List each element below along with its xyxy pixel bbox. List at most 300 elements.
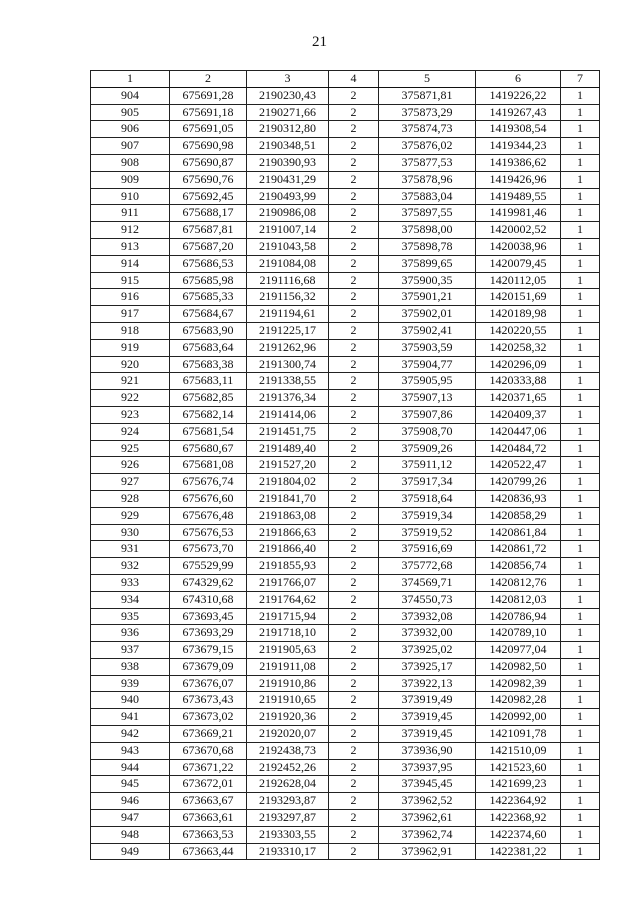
table-cell: 1 xyxy=(561,524,600,541)
column-header: 1 xyxy=(91,71,170,88)
table-cell: 906 xyxy=(91,121,170,138)
table-cell: 922 xyxy=(91,390,170,407)
table-cell: 940 xyxy=(91,692,170,709)
table-cell: 2 xyxy=(329,675,379,692)
table-cell: 2191905,63 xyxy=(247,642,329,659)
table-cell: 1 xyxy=(561,356,600,373)
table-cell: 1420522,47 xyxy=(476,457,561,474)
table-cell: 1419344,23 xyxy=(476,138,561,155)
table-cell: 1419226,22 xyxy=(476,87,561,104)
table-cell: 1 xyxy=(561,810,600,827)
table-row xyxy=(91,104,600,121)
table-row xyxy=(91,759,600,776)
table-cell: 1420812,03 xyxy=(476,591,561,608)
table-cell: 939 xyxy=(91,675,170,692)
table-cell: 933 xyxy=(91,574,170,591)
table-cell: 675682,85 xyxy=(170,390,247,407)
table-cell: 2190312,80 xyxy=(247,121,329,138)
table-cell: 673669,21 xyxy=(170,726,247,743)
table-cell: 2 xyxy=(329,709,379,726)
table-row xyxy=(91,188,600,205)
table-row xyxy=(91,675,600,692)
table-cell: 373962,61 xyxy=(379,810,476,827)
table-cell: 1420371,65 xyxy=(476,390,561,407)
table-cell: 675691,28 xyxy=(170,87,247,104)
table-cell: 2191715,94 xyxy=(247,608,329,625)
table-cell: 1 xyxy=(561,625,600,642)
table-cell: 1 xyxy=(561,171,600,188)
table-cell: 373932,00 xyxy=(379,625,476,642)
table-cell: 2 xyxy=(329,692,379,709)
table-cell: 2 xyxy=(329,154,379,171)
table-cell: 2 xyxy=(329,826,379,843)
table-row xyxy=(91,171,600,188)
table-cell: 2 xyxy=(329,742,379,759)
table-cell: 2 xyxy=(329,541,379,558)
table-row xyxy=(91,692,600,709)
table-cell: 373919,45 xyxy=(379,709,476,726)
table-cell: 373922,13 xyxy=(379,675,476,692)
table-cell: 375919,34 xyxy=(379,507,476,524)
table-cell: 1 xyxy=(561,373,600,390)
table-cell: 1 xyxy=(561,154,600,171)
table-cell: 373925,02 xyxy=(379,642,476,659)
table-cell: 675683,64 xyxy=(170,339,247,356)
table-cell: 1 xyxy=(561,474,600,491)
table-cell: 2 xyxy=(329,440,379,457)
table-cell: 1419267,43 xyxy=(476,104,561,121)
table-cell: 908 xyxy=(91,154,170,171)
table-cell: 2 xyxy=(329,121,379,138)
table-cell: 673673,43 xyxy=(170,692,247,709)
table-cell: 675682,14 xyxy=(170,406,247,423)
table-cell: 375917,34 xyxy=(379,474,476,491)
table-cell: 2191451,75 xyxy=(247,423,329,440)
table-cell: 674310,68 xyxy=(170,591,247,608)
table-cell: 675683,38 xyxy=(170,356,247,373)
table-cell: 2 xyxy=(329,138,379,155)
table-cell: 913 xyxy=(91,238,170,255)
table-cell: 2192020,07 xyxy=(247,726,329,743)
table-cell: 2 xyxy=(329,726,379,743)
table-cell: 375874,73 xyxy=(379,121,476,138)
table-cell: 375903,59 xyxy=(379,339,476,356)
table-cell: 2191910,86 xyxy=(247,675,329,692)
table-cell: 1 xyxy=(561,440,600,457)
table-cell: 1 xyxy=(561,423,600,440)
table-cell: 375904,77 xyxy=(379,356,476,373)
table-cell: 2 xyxy=(329,289,379,306)
table-cell: 907 xyxy=(91,138,170,155)
table-cell: 1 xyxy=(561,759,600,776)
table-cell: 919 xyxy=(91,339,170,356)
table-cell: 1420861,84 xyxy=(476,524,561,541)
table-cell: 1420409,37 xyxy=(476,406,561,423)
table-row xyxy=(91,322,600,339)
table-cell: 2193297,87 xyxy=(247,810,329,827)
table-row xyxy=(91,541,600,558)
table-cell: 2190230,43 xyxy=(247,87,329,104)
table-cell: 1 xyxy=(561,726,600,743)
table-cell: 1420220,55 xyxy=(476,322,561,339)
table-cell: 1 xyxy=(561,574,600,591)
table-cell: 373925,17 xyxy=(379,658,476,675)
table-cell: 2191156,32 xyxy=(247,289,329,306)
table-cell: 1420861,72 xyxy=(476,541,561,558)
column-header: 7 xyxy=(561,71,600,88)
table-cell: 2 xyxy=(329,272,379,289)
table-row xyxy=(91,87,600,104)
table-cell: 375907,13 xyxy=(379,390,476,407)
table-cell: 946 xyxy=(91,793,170,810)
table-cell: 2191489,40 xyxy=(247,440,329,457)
table-cell: 936 xyxy=(91,625,170,642)
table-row xyxy=(91,507,600,524)
table-cell: 2 xyxy=(329,759,379,776)
table-cell: 375898,78 xyxy=(379,238,476,255)
table-cell: 675687,20 xyxy=(170,238,247,255)
table-cell: 2 xyxy=(329,490,379,507)
table-cell: 673671,22 xyxy=(170,759,247,776)
table-row xyxy=(91,255,600,272)
table-cell: 2 xyxy=(329,474,379,491)
table-cell: 2191084,08 xyxy=(247,255,329,272)
table-cell: 932 xyxy=(91,558,170,575)
table-cell: 675681,08 xyxy=(170,457,247,474)
table-cell: 1419426,96 xyxy=(476,171,561,188)
table-cell: 1420151,69 xyxy=(476,289,561,306)
table-cell: 1420079,45 xyxy=(476,255,561,272)
table-cell: 2191527,20 xyxy=(247,457,329,474)
table-cell: 925 xyxy=(91,440,170,457)
table-cell: 905 xyxy=(91,104,170,121)
table-row xyxy=(91,272,600,289)
table-row xyxy=(91,826,600,843)
table-cell: 1 xyxy=(561,490,600,507)
table-cell: 2193310,17 xyxy=(247,843,329,860)
table-cell: 1 xyxy=(561,658,600,675)
table-cell: 2 xyxy=(329,356,379,373)
table-row xyxy=(91,726,600,743)
table-cell: 1420789,10 xyxy=(476,625,561,642)
table-cell: 927 xyxy=(91,474,170,491)
table-row xyxy=(91,306,600,323)
table-cell: 910 xyxy=(91,188,170,205)
table-cell: 2191194,61 xyxy=(247,306,329,323)
table-row xyxy=(91,776,600,793)
table-cell: 941 xyxy=(91,709,170,726)
table-cell: 921 xyxy=(91,373,170,390)
table-cell: 931 xyxy=(91,541,170,558)
table-cell: 911 xyxy=(91,205,170,222)
column-header: 6 xyxy=(476,71,561,88)
table-cell: 675688,17 xyxy=(170,205,247,222)
table-cell: 673663,44 xyxy=(170,843,247,860)
table-cell: 2 xyxy=(329,205,379,222)
table-cell: 1 xyxy=(561,457,600,474)
table-cell: 912 xyxy=(91,222,170,239)
table-cell: 2191866,40 xyxy=(247,541,329,558)
table-cell: 2191043,58 xyxy=(247,238,329,255)
table-cell: 1420982,50 xyxy=(476,658,561,675)
table-cell: 375905,95 xyxy=(379,373,476,390)
table-cell: 2 xyxy=(329,238,379,255)
table-cell: 2 xyxy=(329,104,379,121)
table-cell: 675680,67 xyxy=(170,440,247,457)
table-cell: 675691,18 xyxy=(170,104,247,121)
table-cell: 2190431,29 xyxy=(247,171,329,188)
table-cell: 1420858,29 xyxy=(476,507,561,524)
table-cell: 1419386,62 xyxy=(476,154,561,171)
table-cell: 373962,52 xyxy=(379,793,476,810)
table-cell: 2191225,17 xyxy=(247,322,329,339)
table-cell: 948 xyxy=(91,826,170,843)
table-cell: 1 xyxy=(561,709,600,726)
table-cell: 1421091,78 xyxy=(476,726,561,743)
table-cell: 675690,98 xyxy=(170,138,247,155)
table-row xyxy=(91,658,600,675)
table-cell: 675692,45 xyxy=(170,188,247,205)
table-cell: 2190348,51 xyxy=(247,138,329,155)
table-cell: 2 xyxy=(329,625,379,642)
table-cell: 2191376,34 xyxy=(247,390,329,407)
table-cell: 373932,08 xyxy=(379,608,476,625)
table-cell: 675681,54 xyxy=(170,423,247,440)
table-cell: 1 xyxy=(561,642,600,659)
table-cell: 2191841,70 xyxy=(247,490,329,507)
table-cell: 675676,48 xyxy=(170,507,247,524)
table-cell: 675676,53 xyxy=(170,524,247,541)
table-cell: 375876,02 xyxy=(379,138,476,155)
table-row xyxy=(91,742,600,759)
table-cell: 1422364,92 xyxy=(476,793,561,810)
table-cell: 675685,98 xyxy=(170,272,247,289)
table-row xyxy=(91,793,600,810)
column-header: 4 xyxy=(329,71,379,88)
table-cell: 373945,45 xyxy=(379,776,476,793)
table-cell: 1420799,26 xyxy=(476,474,561,491)
table-cell: 1420812,76 xyxy=(476,574,561,591)
table-body xyxy=(91,87,600,860)
table-cell: 2192452,26 xyxy=(247,759,329,776)
table-cell: 2 xyxy=(329,373,379,390)
table-cell: 1420982,28 xyxy=(476,692,561,709)
table-row xyxy=(91,843,600,860)
table-cell: 1 xyxy=(561,121,600,138)
table-cell: 2191414,06 xyxy=(247,406,329,423)
table-cell: 2 xyxy=(329,390,379,407)
table-cell: 2 xyxy=(329,558,379,575)
table-cell: 1420189,98 xyxy=(476,306,561,323)
table-cell: 675691,05 xyxy=(170,121,247,138)
table-row xyxy=(91,490,600,507)
table-cell: 914 xyxy=(91,255,170,272)
table-row xyxy=(91,222,600,239)
table-cell: 2190986,08 xyxy=(247,205,329,222)
table-cell: 1420856,74 xyxy=(476,558,561,575)
table-row xyxy=(91,625,600,642)
table-cell: 673663,53 xyxy=(170,826,247,843)
table-cell: 375908,70 xyxy=(379,423,476,440)
table-cell: 373919,49 xyxy=(379,692,476,709)
table-cell: 904 xyxy=(91,87,170,104)
table-cell: 673693,45 xyxy=(170,608,247,625)
table-cell: 1422381,22 xyxy=(476,843,561,860)
table-cell: 1 xyxy=(561,793,600,810)
table-cell: 942 xyxy=(91,726,170,743)
table-row xyxy=(91,558,600,575)
table-cell: 1 xyxy=(561,608,600,625)
table-cell: 375873,29 xyxy=(379,104,476,121)
table-cell: 675673,70 xyxy=(170,541,247,558)
table-cell: 1 xyxy=(561,138,600,155)
table-cell: 675683,90 xyxy=(170,322,247,339)
table-cell: 673672,01 xyxy=(170,776,247,793)
column-header: 3 xyxy=(247,71,329,88)
table-cell: 2 xyxy=(329,810,379,827)
table-cell: 1420977,04 xyxy=(476,642,561,659)
table-row xyxy=(91,339,600,356)
table-cell: 1421523,60 xyxy=(476,759,561,776)
table-cell: 2191300,74 xyxy=(247,356,329,373)
table-cell: 1 xyxy=(561,104,600,121)
table-cell: 2191338,55 xyxy=(247,373,329,390)
table-cell: 2190493,99 xyxy=(247,188,329,205)
table-cell: 2191866,63 xyxy=(247,524,329,541)
table-row xyxy=(91,591,600,608)
table-cell: 934 xyxy=(91,591,170,608)
table-cell: 2191920,36 xyxy=(247,709,329,726)
table-cell: 1420484,72 xyxy=(476,440,561,457)
table-cell: 375909,26 xyxy=(379,440,476,457)
table-cell: 375918,64 xyxy=(379,490,476,507)
table-cell: 2 xyxy=(329,524,379,541)
table-row xyxy=(91,574,600,591)
table-cell: 375902,41 xyxy=(379,322,476,339)
table-cell: 374569,71 xyxy=(379,574,476,591)
table-cell: 375877,53 xyxy=(379,154,476,171)
table-cell: 1 xyxy=(561,541,600,558)
table-cell: 1 xyxy=(561,776,600,793)
table-cell: 2 xyxy=(329,574,379,591)
table-cell: 2 xyxy=(329,171,379,188)
table-cell: 2191116,68 xyxy=(247,272,329,289)
table-cell: 375898,00 xyxy=(379,222,476,239)
table-cell: 373936,90 xyxy=(379,742,476,759)
table-cell: 673676,07 xyxy=(170,675,247,692)
table-cell: 375901,21 xyxy=(379,289,476,306)
table-cell: 1420982,39 xyxy=(476,675,561,692)
table-cell: 926 xyxy=(91,457,170,474)
table-cell: 1420002,52 xyxy=(476,222,561,239)
table-cell: 1 xyxy=(561,507,600,524)
table-cell: 675684,67 xyxy=(170,306,247,323)
table-cell: 674329,62 xyxy=(170,574,247,591)
table-cell: 375907,86 xyxy=(379,406,476,423)
table-cell: 1 xyxy=(561,322,600,339)
table-cell: 2 xyxy=(329,776,379,793)
table-cell: 1419489,55 xyxy=(476,188,561,205)
table-cell: 945 xyxy=(91,776,170,793)
table-cell: 1 xyxy=(561,272,600,289)
table-row xyxy=(91,524,600,541)
table-cell: 375911,12 xyxy=(379,457,476,474)
table-cell: 1420447,06 xyxy=(476,423,561,440)
table-cell: 924 xyxy=(91,423,170,440)
table-cell: 2191804,02 xyxy=(247,474,329,491)
table-cell: 1 xyxy=(561,675,600,692)
table-cell: 675676,74 xyxy=(170,474,247,491)
table-cell: 1 xyxy=(561,222,600,239)
table-cell: 2 xyxy=(329,843,379,860)
table-cell: 2192628,04 xyxy=(247,776,329,793)
table-cell: 1421510,09 xyxy=(476,742,561,759)
table-cell: 375902,01 xyxy=(379,306,476,323)
table-cell: 375919,52 xyxy=(379,524,476,541)
table-cell: 2 xyxy=(329,591,379,608)
table-cell: 920 xyxy=(91,356,170,373)
table-cell: 915 xyxy=(91,272,170,289)
table-row xyxy=(91,642,600,659)
table-cell: 1 xyxy=(561,255,600,272)
table-cell: 1 xyxy=(561,205,600,222)
table-cell: 1419981,46 xyxy=(476,205,561,222)
table-cell: 2 xyxy=(329,87,379,104)
table-cell: 1419308,54 xyxy=(476,121,561,138)
table-cell: 673663,61 xyxy=(170,810,247,827)
table-cell: 928 xyxy=(91,490,170,507)
table-cell: 2 xyxy=(329,608,379,625)
table-cell: 1420038,96 xyxy=(476,238,561,255)
table-row xyxy=(91,608,600,625)
table-row xyxy=(91,356,600,373)
table-cell: 938 xyxy=(91,658,170,675)
table-row xyxy=(91,373,600,390)
table-cell: 675690,76 xyxy=(170,171,247,188)
table-cell: 2 xyxy=(329,322,379,339)
table-cell: 949 xyxy=(91,843,170,860)
table-cell: 1 xyxy=(561,289,600,306)
table-cell: 1 xyxy=(561,406,600,423)
table-cell: 2 xyxy=(329,642,379,659)
table-cell: 373937,95 xyxy=(379,759,476,776)
table-cell: 1422374,60 xyxy=(476,826,561,843)
table-cell: 1 xyxy=(561,238,600,255)
table-cell: 375878,96 xyxy=(379,171,476,188)
table-cell: 2 xyxy=(329,222,379,239)
table-cell: 909 xyxy=(91,171,170,188)
table-cell: 2 xyxy=(329,406,379,423)
table-cell: 675686,53 xyxy=(170,255,247,272)
table-row xyxy=(91,238,600,255)
table-cell: 375871,81 xyxy=(379,87,476,104)
table-cell: 1420333,88 xyxy=(476,373,561,390)
table-cell: 1 xyxy=(561,591,600,608)
table-cell: 923 xyxy=(91,406,170,423)
table-cell: 2191863,08 xyxy=(247,507,329,524)
table-cell: 916 xyxy=(91,289,170,306)
table-cell: 1 xyxy=(561,339,600,356)
table-cell: 1420296,09 xyxy=(476,356,561,373)
table-row xyxy=(91,423,600,440)
table-cell: 2 xyxy=(329,188,379,205)
table-row xyxy=(91,205,600,222)
table-cell: 2193303,55 xyxy=(247,826,329,843)
table-cell: 675690,87 xyxy=(170,154,247,171)
table-cell: 673693,29 xyxy=(170,625,247,642)
column-header: 5 xyxy=(379,71,476,88)
table-cell: 2 xyxy=(329,793,379,810)
